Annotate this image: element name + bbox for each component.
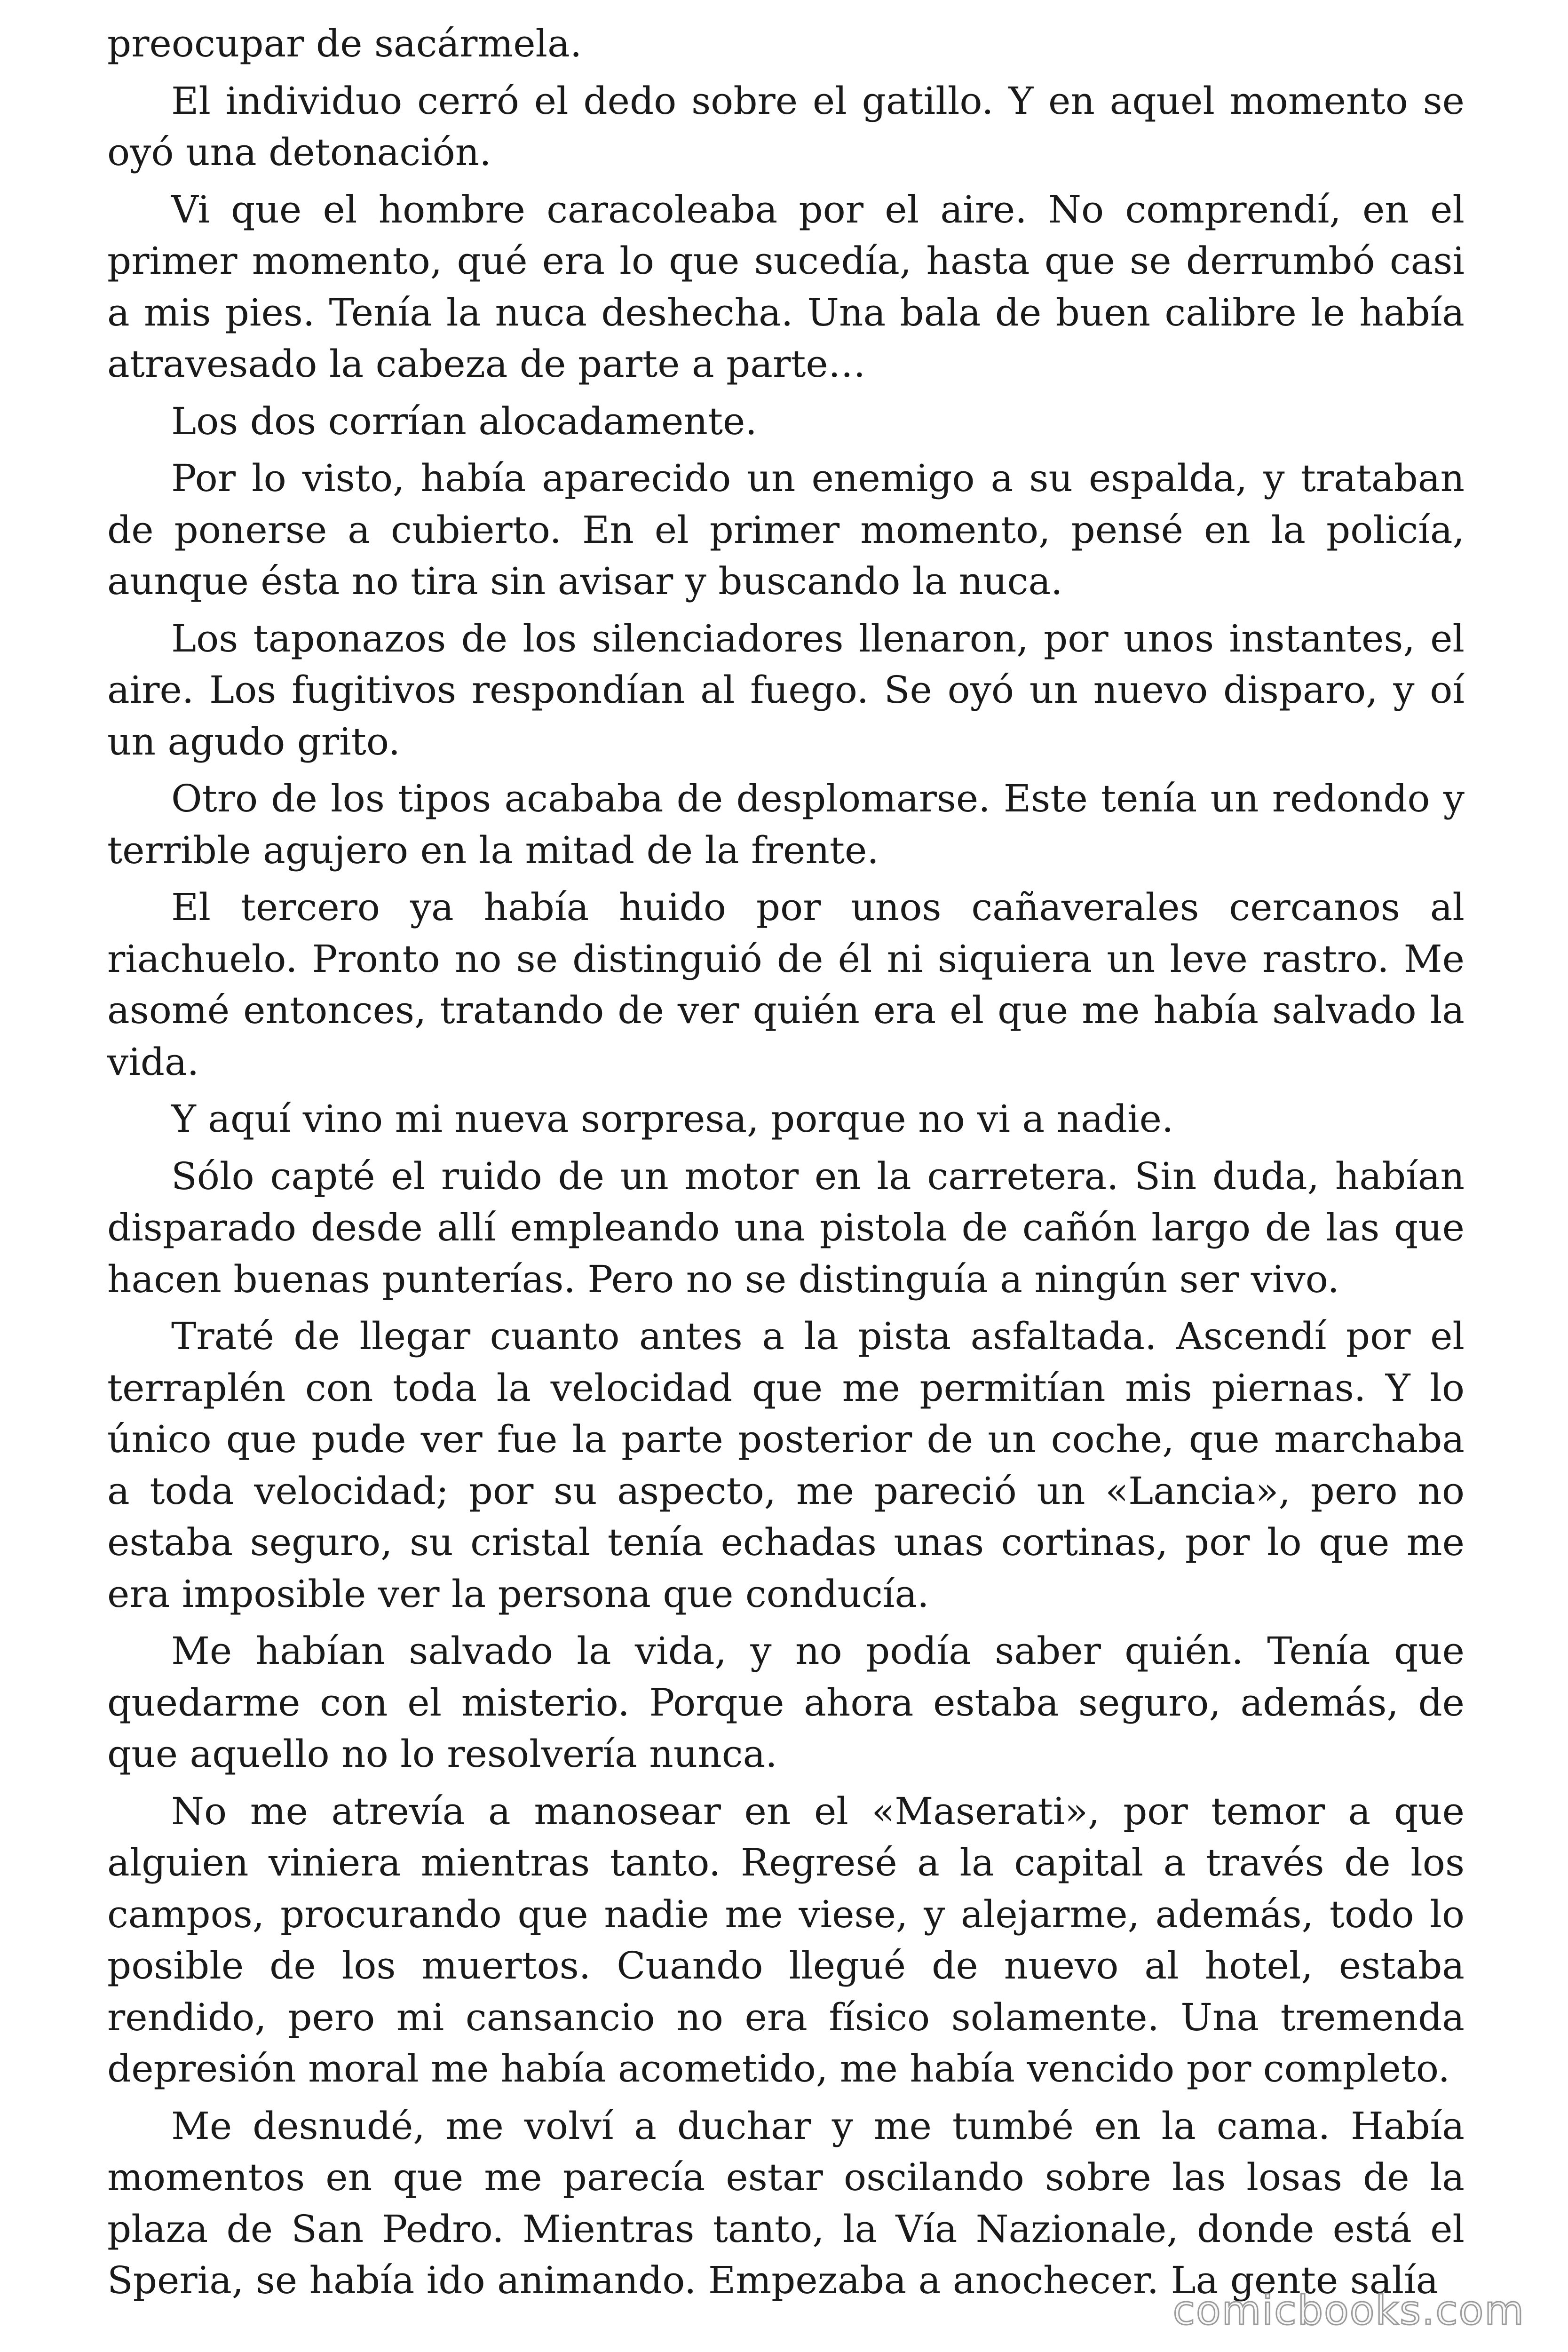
paragraph-3: Vi que el hombre caracoleaba por el aire. No comprendí, en el primer momento, qué era lo que sucedía, hasta que se derrumbó casi a mis pies. Tenía la nuca deshecha. Una bala de buen calibre le había atravesado la cabeza de parte a parte… xyxy=(107,187,1465,386)
paragraph-14: Me desnudé, me volví a duchar y me tumbé en la cama. Había momentos en que me parecía estar oscilando sobre las losas de la plaza de San Pedro. Mientras tanto, la Vía Nazionale, donde está el Speria, se había ido animando. Empezaba a anochecer. La gente salía xyxy=(107,2104,1465,2302)
paragraph-9: Y aquí vino mi nueva sorpresa, porque no vi a nadie. xyxy=(171,1097,1174,1141)
paragraph-2: El individuo cerró el dedo sobre el gatillo. Y en aquel momento se oyó una detonación. xyxy=(107,79,1465,174)
paragraph-6: Los taponazos de los silenciadores llenaron, por unos instantes, el aire. Los fugitivos respondían al fuego. Se oyó un nuevo disparo, y oí un agudo grito. xyxy=(107,616,1465,763)
paragraph-12: Me habían salvado la vida, y no podía saber quién. Tenía que quedarme con el misterio. Porque ahora estaba seguro, además, de que aquello no lo resolvería nunca. xyxy=(107,1629,1465,1776)
paragraph-7: Otro de los tipos acababa de desplomarse. Este tenía un redondo y terrible agujero en la mitad de la frente. xyxy=(107,777,1465,872)
paragraph-5: Por lo visto, había aparecido un enemigo a su espalda, y trataban de ponerse a cubierto. En el primer momento, pensé en la policía, aunque ésta no tira sin avisar y buscando la nuca. xyxy=(107,456,1465,603)
document-page xyxy=(107,18,1465,2312)
paragraph-1: preocupar de sacármela. xyxy=(107,22,582,65)
paragraph-8: El tercero ya había huido por unos cañaverales cercanos al riachuelo. Pronto no se distinguió de él ni siquiera un leve rastro. Me asomé entonces, tratando de ver quién era el que me había salvado la vida. xyxy=(107,885,1465,1084)
paragraph-11: Traté de llegar cuanto antes a la pista asfaltada. Ascendí por el terraplén con toda la velocidad que me permitían mis piernas. Y lo único que pude ver fue la parte posterior de un coche, que marchaba a toda velocidad; por su aspecto, me pareció un «Lancia», pero no estaba seguro, su cristal tenía echadas unas cortinas, por lo que me era imposible ver la persona que conducía. xyxy=(107,1314,1465,1616)
paragraph-13: No me atrevía a manosear en el «Maserati», por temor a que alguien viniera mientras tanto. Regresé a la capital a través de los campos, procurando que nadie me viese, y alejarme, además, todo lo posible de los muertos. Cuando llegué de nuevo al hotel, estaba rendido, pero mi cansancio no era físico solamente. Una tremenda depresión moral me había acometido, me había vencido por completo. xyxy=(107,1789,1465,2090)
paragraph-4: Los dos corrían alocadamente. xyxy=(171,399,757,443)
watermark: comicbooks.com xyxy=(1172,2287,1525,2334)
paragraph-10: Sólo capté el ruido de un motor en la carretera. Sin duda, habían disparado desde allí empleando una pistola de cañón largo de las que hacen buenas punterías. Pero no se distinguía a ningún ser vivo. xyxy=(107,1154,1465,1301)
